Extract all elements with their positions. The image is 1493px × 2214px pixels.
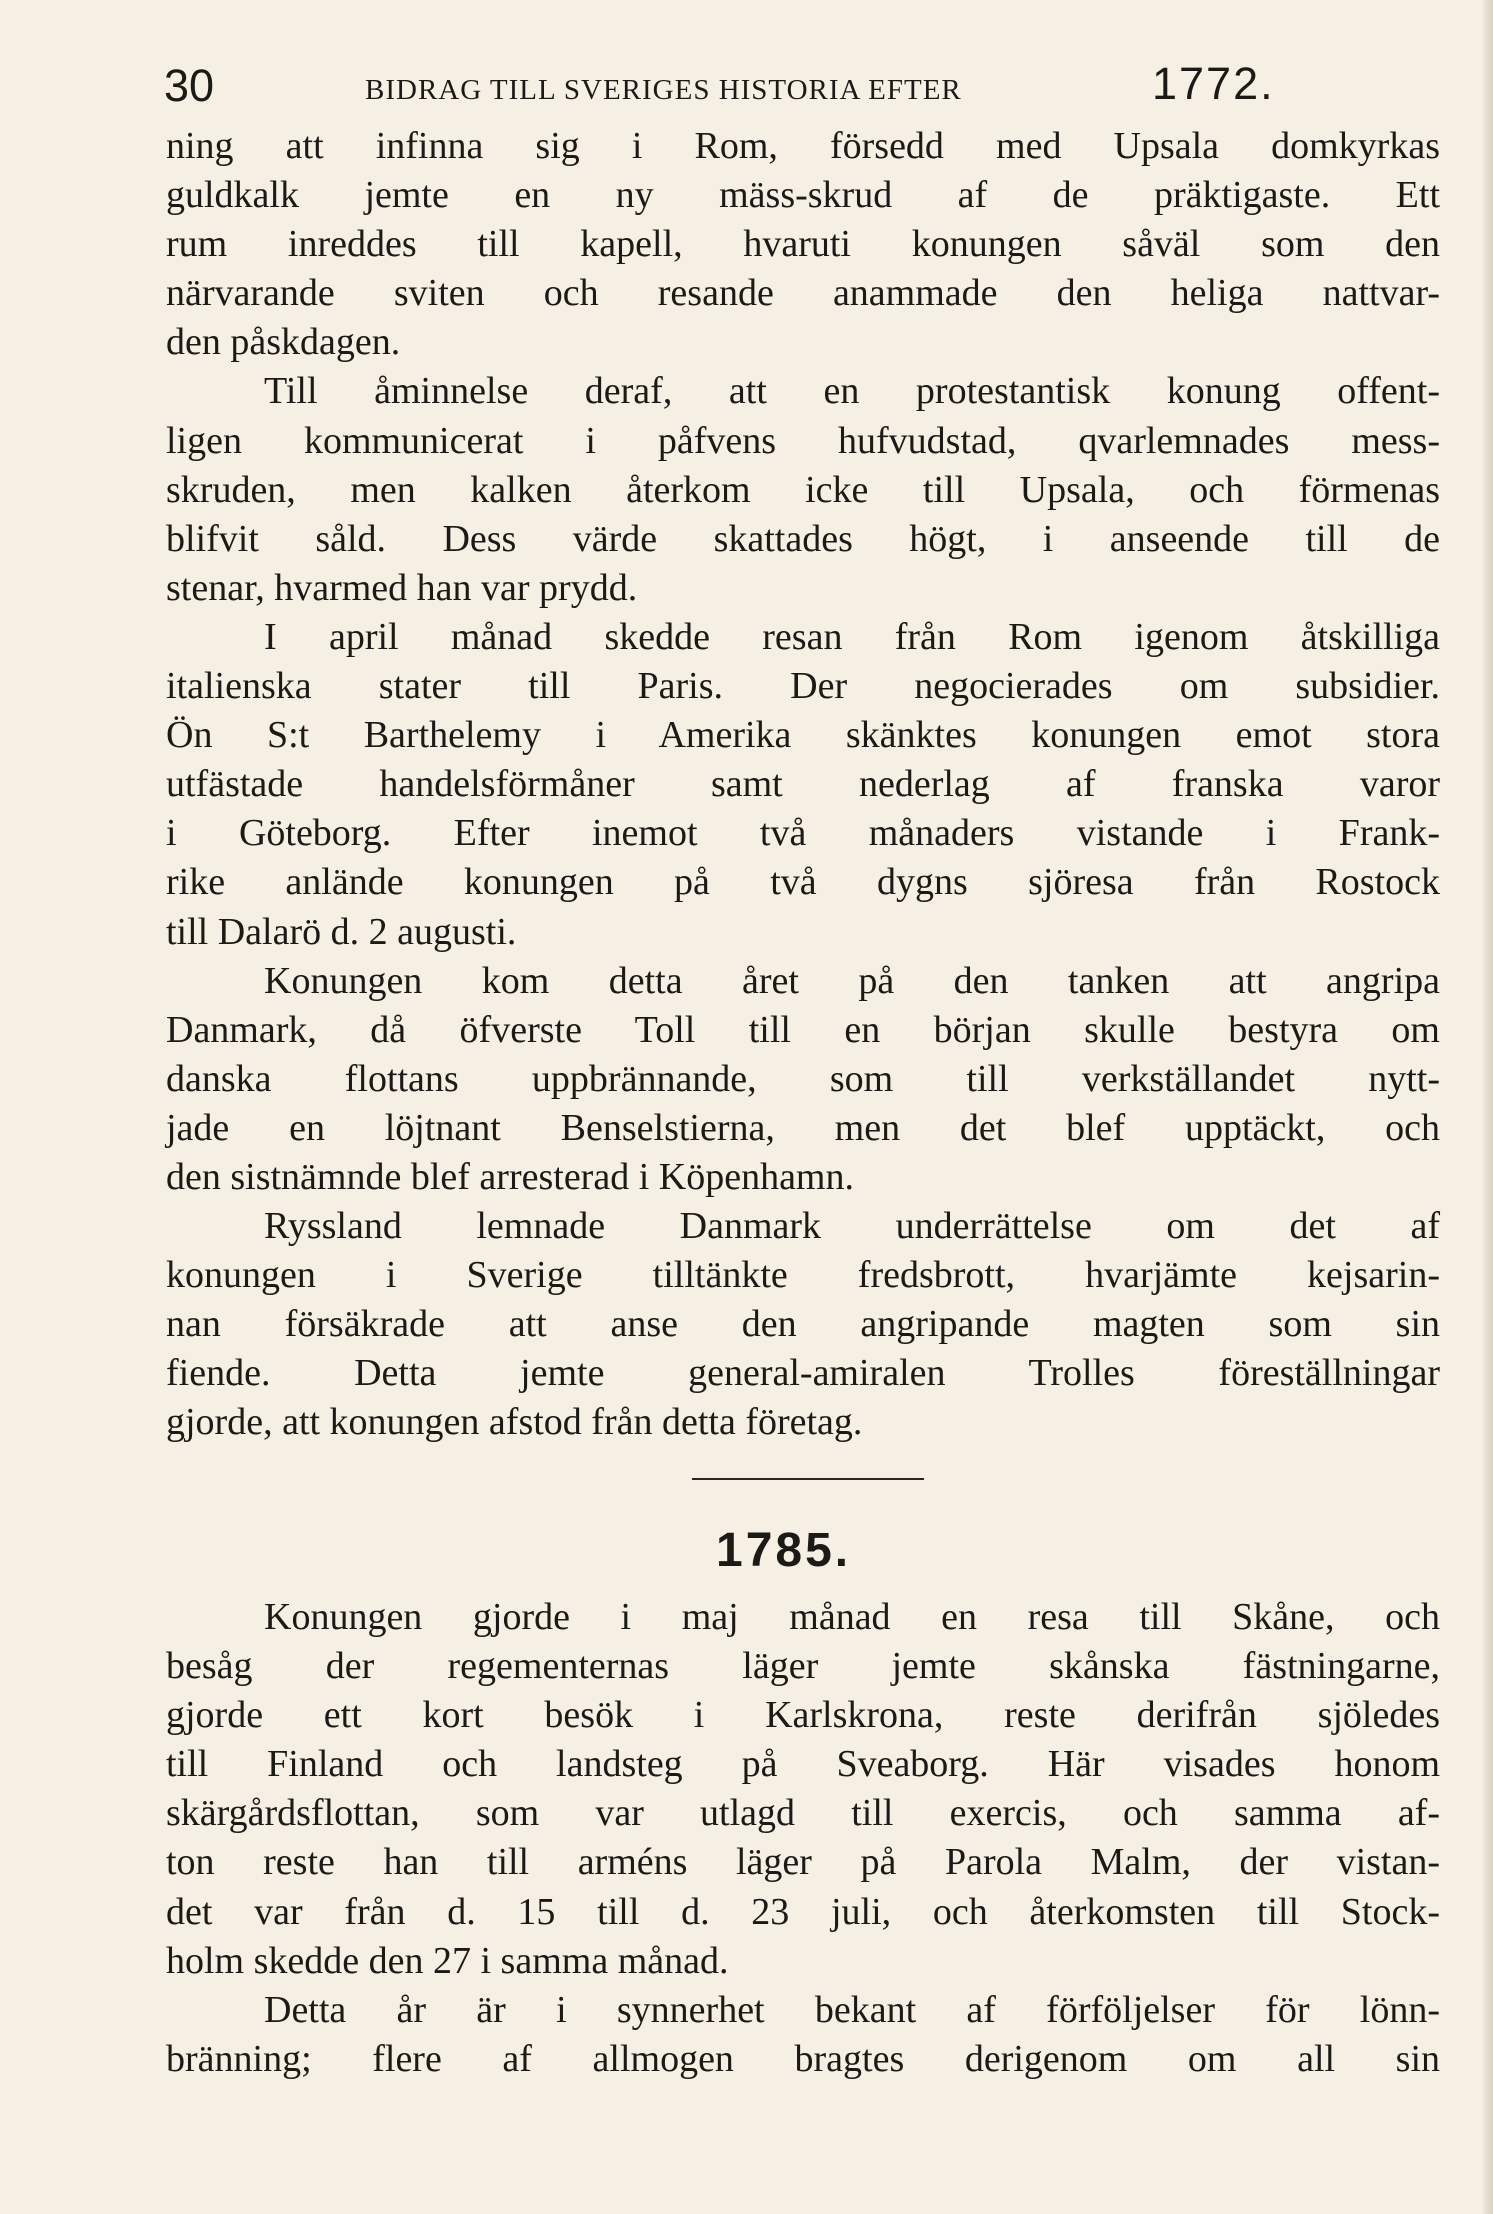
text-line: skruden, men kalken återkom icke till Upsala, och förmenas (166, 468, 1440, 511)
section-divider (692, 1478, 924, 1480)
text-line: fiende. Detta jemte general-amiralen Trolles föreställningar (166, 1352, 1440, 1395)
page-header (160, 58, 1275, 114)
text-line: det var från d. 15 till d. 23 juli, och återkomsten till Stock- (166, 1890, 1440, 1933)
text-line: stenar, hvarmed han var prydd. (166, 566, 638, 609)
text-line: ligen kommunicerat i påfvens hufvudstad, qvarlemnades mess- (166, 419, 1440, 462)
page-number: 30 (164, 60, 215, 111)
text-line: besåg der regementernas läger jemte skånska fästningarne, (166, 1645, 1440, 1688)
text-line: i Göteborg. Efter inemot två månaders vistande i Frank- (166, 812, 1440, 855)
text-line: holm skedde den 27 i samma månad. (166, 1939, 729, 1982)
text-line: rike anlände konungen på två dygns sjöresa från Rostock (166, 861, 1440, 904)
text-line: utfästade handelsförmåner samt nederlag af franska varor (166, 763, 1440, 806)
text-line: guldkalk jemte en ny mäss-skrud af de präktigaste. Ett (166, 174, 1440, 217)
text-line: Konungen gjorde i maj månad en resa till Skåne, och (264, 1596, 1440, 1638)
text-line: gjorde, att konungen afstod från detta företag. (166, 1401, 863, 1444)
text-line: konungen i Sverige tilltänkte fredsbrott, hvarjämte kejsarin- (166, 1254, 1440, 1297)
text-line: Ryssland lemnade Danmark underrättelse om det af (264, 1205, 1440, 1248)
text-line: danska flottans uppbrännande, som till verkställandet nytt- (166, 1057, 1440, 1100)
text-line: Ön S:t Barthelemy i Amerika skänktes konungen emot stora (166, 714, 1440, 757)
text-line: nan försäkrade att anse den angripande magten som sin (166, 1303, 1440, 1346)
running-head-year: 1772. (1152, 58, 1275, 109)
text-line: gjorde ett kort besök i Karlskrona, reste derifrån sjöledes (166, 1694, 1440, 1737)
body-text-before-heading (166, 122, 1440, 1448)
text-line: skärgårdsflottan, som var utlagd till exercis, och samma af- (166, 1792, 1440, 1835)
section-heading-year: 1785. (716, 1524, 852, 1577)
text-line: den påskdagen. (166, 321, 401, 364)
text-line: Detta år är i synnerhet bekant af förföljelser för lönn- (264, 1988, 1440, 2031)
text-line: rum inreddes till kapell, hvaruti konungen såväl som den (166, 223, 1440, 266)
text-line: italienska stater till Paris. Der negocierades om subsidier. (166, 665, 1440, 708)
text-line: jade en löjtnant Benselstierna, men det blef upptäckt, och (166, 1106, 1440, 1149)
text-line: blifvit såld. Dess värde skattades högt, i anseende till de (166, 517, 1440, 560)
text-line: Konungen kom detta året på den tanken att angripa (264, 959, 1440, 1002)
text-line: ning att infinna sig i Rom, försedd med Upsala domkyrkas (166, 125, 1440, 167)
text-line: till Finland och landsteg på Sveaborg. Här visades honom (166, 1743, 1440, 1786)
text-line: till Dalarö d. 2 augusti. (166, 910, 517, 953)
text-line: I april månad skedde resan från Rom igenom åtskilliga (264, 615, 1440, 658)
text-line: ton reste han till arméns läger på Parola Malm, der vistan- (166, 1841, 1440, 1884)
running-head: BIDRAG TILL SVERIGES HISTORIA EFTER (365, 74, 962, 106)
text-line: Till åminnelse deraf, att en protestantisk konung offent- (264, 370, 1440, 413)
text-line: bränning; flere af allmogen bragtes derigenom om all sin (166, 2037, 1440, 2080)
text-line: Danmark, då öfverste Toll till en början skulle bestyra om (166, 1008, 1440, 1051)
text-line: den sistnämnde blef arresterad i Köpenhamn. (166, 1155, 854, 1198)
page-edge (1483, 0, 1493, 2214)
body-text-after-heading (166, 1593, 1440, 2084)
text-line: närvarande sviten och resande anammade den heliga nattvar- (166, 272, 1440, 315)
